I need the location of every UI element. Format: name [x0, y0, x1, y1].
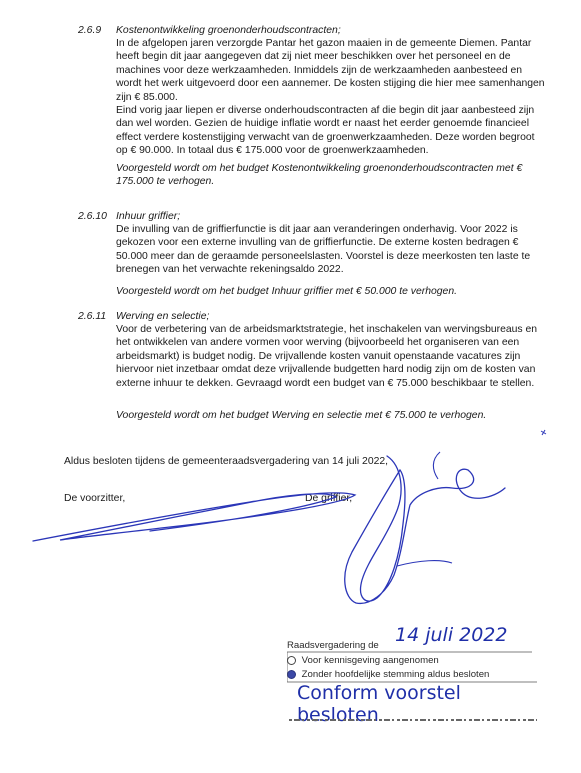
chair-label: De voorzitter, — [64, 493, 126, 504]
handwritten-meeting-date: 14 juli 2022 — [395, 624, 508, 646]
section-heading: Werving en selectie; — [116, 311, 210, 322]
section-body — [116, 223, 548, 277]
section-body — [116, 37, 548, 158]
closing-statement: Aldus besloten tijdens de gemeenteraadsvergadering van 14 juli 2022, — [64, 456, 389, 467]
paragraph: Voor de verbetering van de arbeidsmarktstrategie, het inschakelen van wervingsbureaus en het ontwikkelen van andere vormen voor werving (bijvoorbeeld het organiseren van een arbeidsmarkt) is budget nodig. De vrijvallende kosten vanuit openstaande vacatures zijn hiervoor niet inzetbaar omdat deze vrijvallende budgetten hard nodig zijn om de kosten van externe inhuur te dekken. Gevraagd wordt een budget van € 75.000 beschikbaar te stellen. — [116, 324, 538, 389]
decision-stamp — [287, 624, 545, 728]
paragraph: Eind vorig jaar liepen er diverse onderhoudscontracten af die begin dit jaar aanbesteed zijn dan wel worden. Gezien de huidige inflatie wordt er naast het eerder genoemde financieel effect verdere kostenstijging verwacht van de groenwerkzaamheden. Deze worden begroot op € 90.000. In totaal dus € 175.000 voor de groenwerkzaamheden. — [116, 105, 535, 157]
paragraph: De invulling van de griffierfunctie is dit jaar aan veranderingen onderhavig. Voor 2022 is gekozen voor een externe invulling van de griffierfunctie. De externe kosten bedragen € 50.000 meer dan de geraamde personeelslasten. Voorstel is deze meerkosten ten laste te brenegen van het verwachte rekeningsaldo 2022. — [116, 224, 531, 276]
handwritten-decision-note: Conform voorstel besloten — [297, 682, 461, 726]
clerk-signature — [345, 456, 505, 603]
section-2-6-11 — [78, 310, 548, 425]
section-body — [116, 323, 548, 390]
proposal-text: Voorgesteld wordt om het budget Werving en selectie met € 75.000 te verhogen. — [116, 410, 487, 421]
stamp-frame — [287, 630, 545, 728]
section-heading: Kostenontwikkeling groenonderhoudscontracten; — [116, 25, 341, 36]
section-number: 2.6.10 — [78, 211, 107, 222]
section-number: 2.6.11 — [78, 311, 107, 322]
stamp-option-label: Zonder hoofdelijke stemming aldus besloten — [301, 669, 490, 680]
paragraph: In de afgelopen jaren verzorgde Pantar het gazon maaien in de gemeente Diemen. Pantar heeft begin dit jaar aangegeven dat zij niet meer beschikken over het personeel en de machines voor deze werkzaamheden. Inmiddels zijn de werkzaamheden aanbesteed en wordt het werk uitgevoerd door een aannemer. De kosten stijging die hier mee samenhangen zijn € 85.000. — [116, 38, 545, 103]
section-2-6-9 — [78, 24, 548, 194]
section-2-6-10 — [78, 210, 548, 300]
section-number: 2.6.9 — [78, 25, 102, 36]
proposal-text: Voorgesteld wordt om het budget Inhuur griffier met € 50.000 te verhogen. — [116, 286, 457, 297]
stamp-meeting-label: Raadsvergadering de — [287, 640, 379, 651]
clerk-label: De griffier, — [305, 493, 353, 504]
stamp-option-label: Voor kennisgeving aangenomen — [301, 655, 439, 666]
proposal-text: Voorgesteld wordt om het budget Kostenontwikkeling groenonderhoudscontracten met € 175.000 te verhogen. — [116, 163, 523, 188]
section-heading: Inhuur griffier; — [116, 211, 181, 222]
